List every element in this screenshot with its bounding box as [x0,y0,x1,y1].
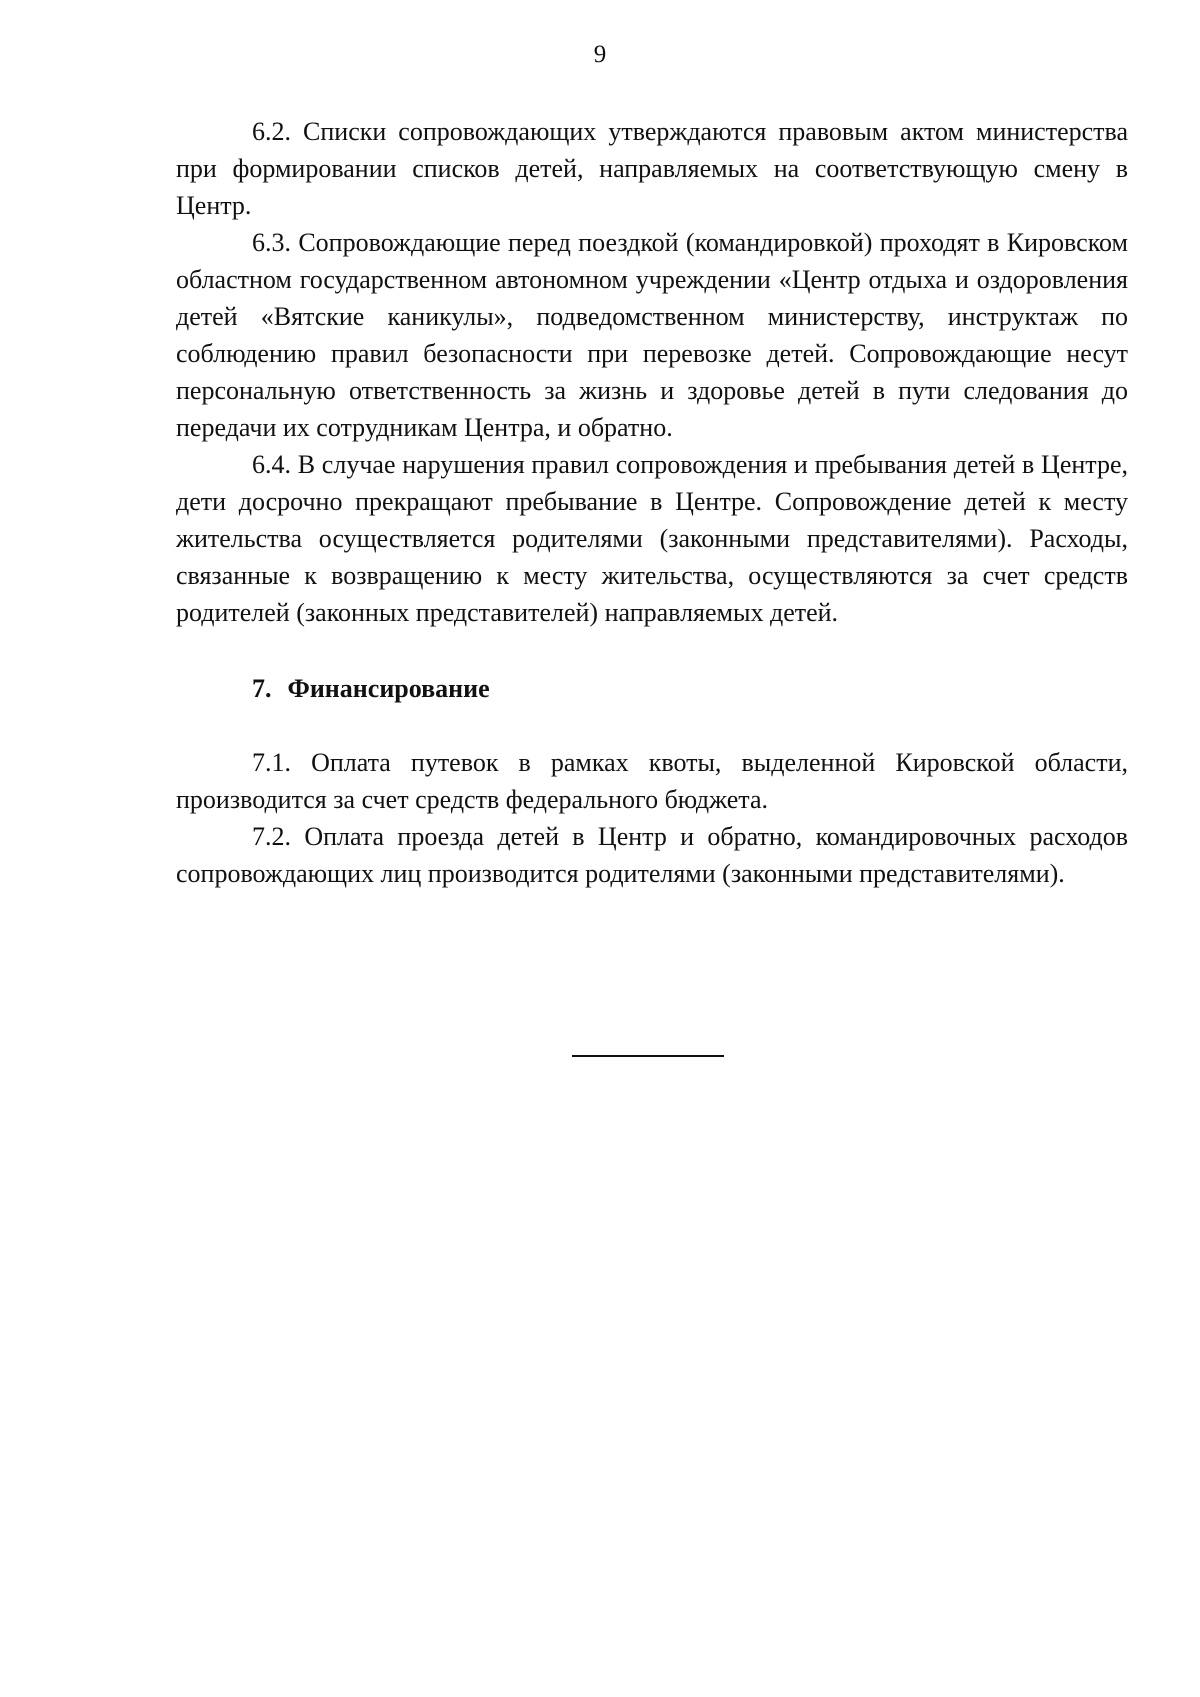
paragraph-6-2: 6.2. Списки сопровождающих утверждаются правовым актом министерства при формировании списков детей, направляемых на соответствующую смену в Центр. [176,117,1128,220]
paragraph-7-1: 7.1. Оплата путевок в рамках квоты, выделенной Кировской области, производится за счет средств федерального бюджета. [176,748,1128,814]
section-7-number: 7. [252,674,272,703]
paragraph-6-4: 6.4. В случае нарушения правил сопровождения и пребывания детей в Центре, дети досрочно прекращают пребывание в Центре. Сопровождение детей к месту жительства осуществляется родителями (законными представителями). Расходы, связанные к возвращению к месту жительства, осуществляются за счет средств родителей (законных представителей) направляемых детей. [176,450,1128,627]
document-body [176,113,1128,892]
page-number: 9 [593,41,607,68]
paragraph-7-2: 7.2. Оплата проезда детей в Центр и обратно, командировочных расходов сопровождающих лиц производится родителями (законными представителями). [176,822,1128,888]
section-7-title: Финансирование [287,674,490,703]
section-7-heading [176,670,1128,707]
paragraph-6-3: 6.3. Сопровождающие перед поездкой (командировкой) проходят в Кировском областном государственном автономном учреждении «Центр отдыха и оздоровления детей «Вятские каникулы», подведомственном министерству, инструктаж по соблюдению правил безопасности при перевозке детей. Сопровождающие несут персональную ответственность за жизнь и здоровье детей в пути следования до передачи их сотрудникам Центра, и обратно. [176,228,1128,442]
end-of-document-rule [572,1055,724,1057]
